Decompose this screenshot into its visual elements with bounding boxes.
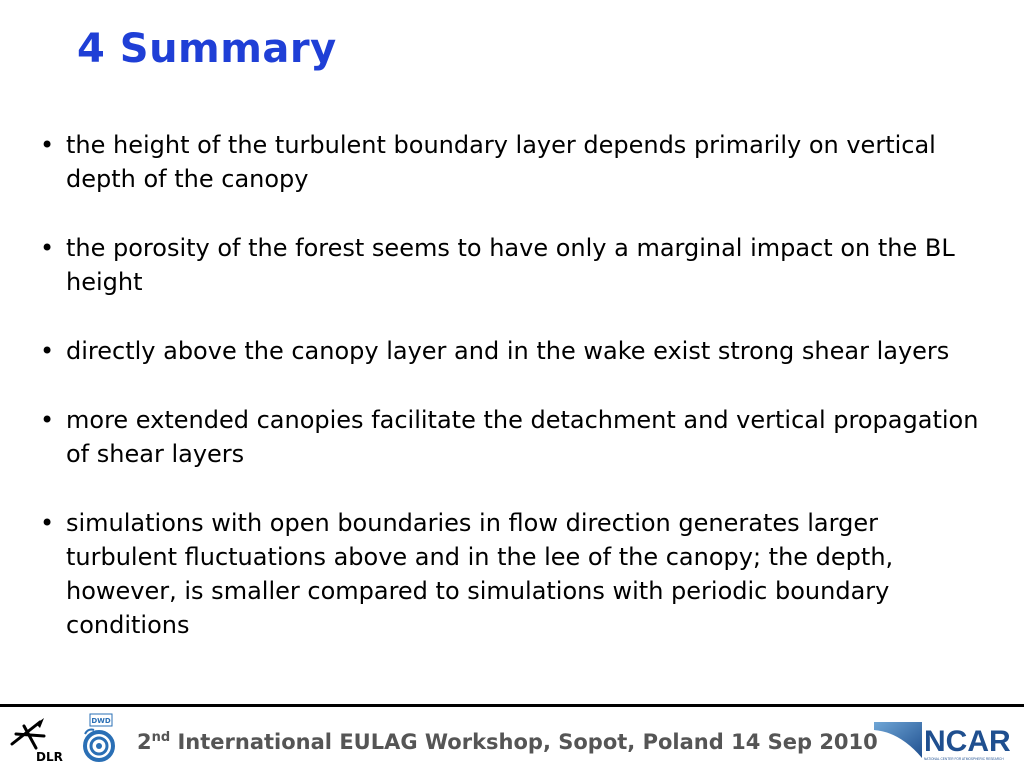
bullet-text: more extended canopies facilitate the detachment and vertical propagation of shear layers (66, 406, 979, 468)
footer-caption-text: International EULAG Workshop, Sopot, Poland 14 Sep 2010 (170, 730, 878, 754)
dlr-logo (6, 714, 66, 764)
ncar-logo (872, 718, 1018, 762)
bullet-list (40, 128, 980, 677)
footer-ordinal-suffix: nd (151, 730, 171, 745)
ncar-logo-subtitle: NATIONAL CENTER FOR ATMOSPHERIC RESEARCH (924, 757, 1004, 761)
bullet-item (40, 506, 980, 642)
footer-caption (137, 730, 878, 754)
dlr-logo-text: DLR (36, 750, 63, 764)
bullet-text: directly above the canopy layer and in the wake exist strong shear layers (66, 337, 950, 365)
footer-divider (0, 704, 1024, 707)
bullet-item (40, 128, 980, 196)
ncar-logo-text: NCAR (924, 725, 1011, 758)
bullet-item (40, 403, 980, 471)
dwd-logo (78, 712, 120, 766)
dwd-logo-text: DWD (91, 717, 111, 725)
bullet-marker: • (40, 337, 55, 365)
bullet-marker: • (40, 234, 55, 262)
bullet-item (40, 231, 980, 299)
footer-ordinal-number: 2 (137, 730, 152, 754)
bullet-marker: • (40, 406, 55, 434)
bullet-text: the height of the turbulent boundary layer depends primarily on vertical depth of the canopy (66, 131, 936, 193)
slide-title: 4 Summary (77, 26, 337, 72)
bullet-marker: • (40, 131, 55, 159)
bullet-marker: • (40, 509, 55, 537)
bullet-item (40, 334, 980, 368)
bullet-text: the porosity of the forest seems to have only a marginal impact on the BL height (66, 234, 955, 296)
bullet-text: simulations with open boundaries in flow direction generates larger turbulent fluctuations above and in the lee of the canopy; the depth, however, is smaller compared to simulations with periodic boundary conditions (66, 509, 894, 639)
